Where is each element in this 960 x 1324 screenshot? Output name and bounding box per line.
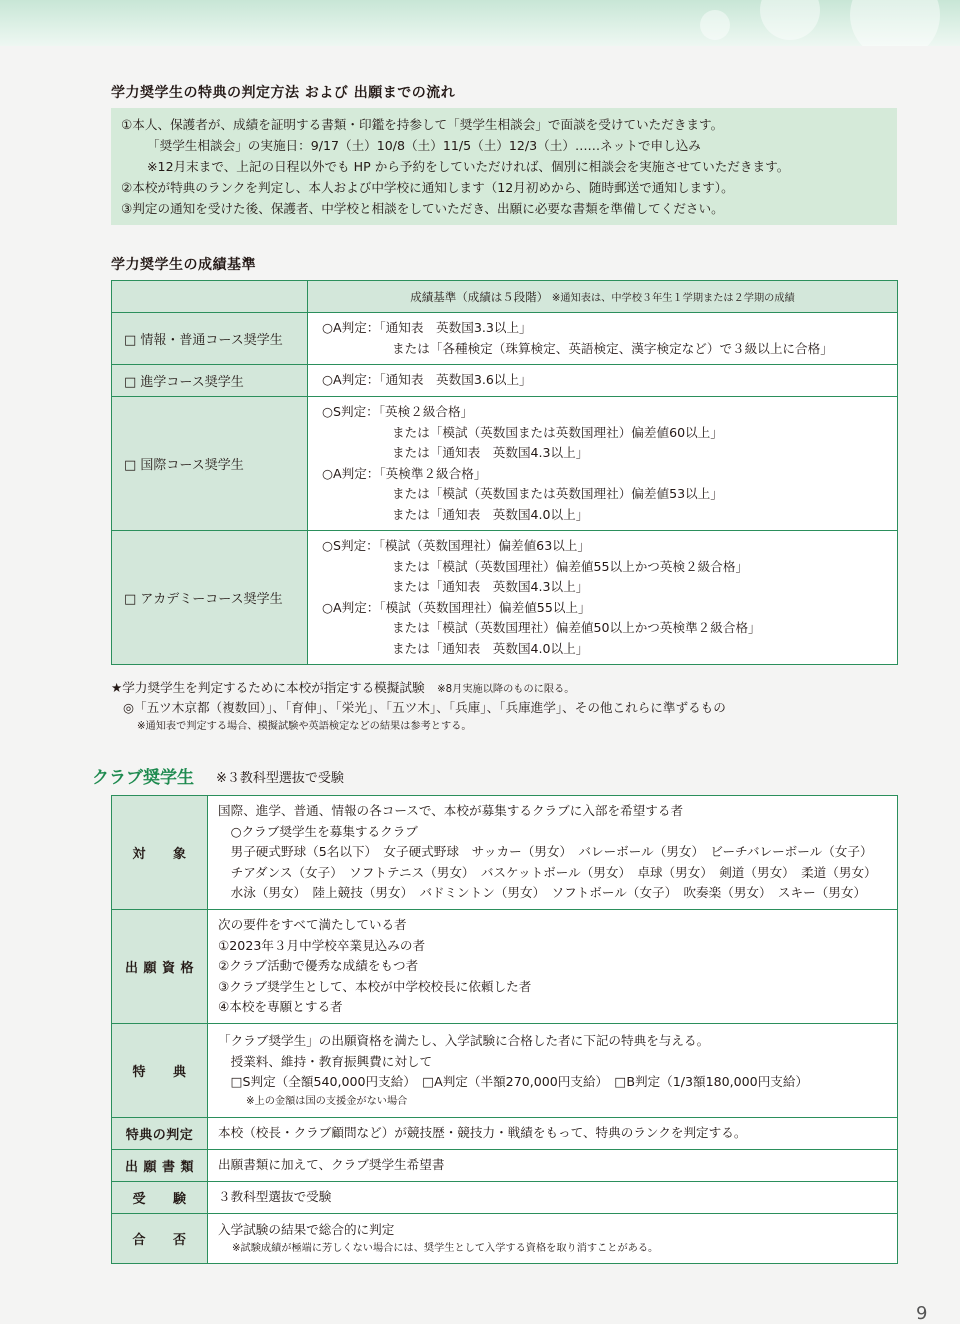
club-label: 受 験	[112, 1182, 208, 1214]
club-line: 入学試験の結果で総合的に判定	[218, 1221, 395, 1237]
club-label: 対 象	[112, 796, 208, 910]
club-label: 特典の判定	[112, 1118, 208, 1150]
criteria-line: または「通知表 英数国4.3以上」	[392, 579, 589, 594]
criteria-line: または「各種検定（珠算検定、英語検定、漢字検定など）で３級以上に合格」	[392, 340, 833, 356]
flow-line: ②本校が特典のランクを判定し、本人および中学校に通知します（12月初めから、随時郵送で通知します）。	[121, 180, 734, 195]
criteria-label: □ 進学コース奨学生	[112, 365, 308, 397]
club-line: 本校（校長・クラブ顧問など）が競技歴・競技力・戦績をもって、特典のランクを判定する。	[218, 1125, 747, 1141]
club-cell	[208, 1182, 898, 1214]
club-line: 国際、進学、普通、情報の各コースで、本校が募集するクラブに入部を希望する者	[218, 803, 684, 819]
criteria-line: ○S判定：「英検２級合格」	[322, 404, 474, 419]
club-line: 次の要件をすべて満たしている者	[218, 917, 407, 933]
criteria-header	[308, 281, 898, 313]
criteria-label: □ 情報・普通コース奨学生	[112, 313, 308, 365]
club-cell	[208, 1150, 898, 1182]
club-label: 出 願 資 格	[112, 910, 208, 1024]
note-line: ※通知表で判定する場合、模擬試験や英語検定などの結果は参考とする。	[137, 721, 472, 732]
club-line: 「クラブ奨学生」の出願資格を満たし、入学試験に合格した者に下記の特典を与える。	[218, 1033, 710, 1049]
note-line: ◎「五ツ木京都（複数回）」、「育伸」、「栄光」、「五ツ木」、「兵庫」、「兵庫進学」、その他これらに準ずるもの	[123, 700, 726, 715]
header-band	[0, 0, 960, 46]
criteria-cell	[308, 365, 898, 397]
page-number: 9	[916, 1303, 928, 1324]
criteria-line: ○A判定：「通知表 英数国3.6以上」	[322, 372, 532, 388]
criteria-cell	[308, 397, 898, 531]
club-line: ②クラブ活動で優秀な成績をもつ者	[218, 958, 419, 974]
club-line: ④本校を専願とする者	[218, 999, 343, 1015]
criteria-line: または「通知表 英数国4.0以上」	[392, 506, 589, 522]
criteria-header-text: 成績基準（成績は５段階）	[410, 289, 549, 304]
club-line: チアダンス（女子） ソフトテニス（男女） バスケットボール（男女） 卓球（男女） 剣道（男女） 柔道（男女）	[218, 864, 877, 880]
criteria-line: または「模試（英数国または英数国理社）偏差値60以上」	[392, 424, 723, 440]
note-main: ★学力奨学生を判定するために本校が指定する模擬試験	[111, 680, 425, 695]
club-cell	[208, 796, 898, 910]
club-line: □S判定（全額540,000円支給） □A判定（半額270,000円支給） □B判定（1/3額180,000円支給）	[218, 1074, 809, 1090]
club-cell	[208, 1118, 898, 1150]
criteria-line: ○A判定：「英検準２級合格」	[322, 465, 487, 481]
criteria-line: または「通知表 英数国4.0以上」	[392, 640, 589, 656]
club-line: 出願書類に加えて、クラブ奨学生希望書	[218, 1157, 445, 1173]
flow-line: 「奨学生相談会」の実施日：9/17（土）10/8（土）11/5（土）12/3（土）……ネットで申し込み	[147, 138, 701, 153]
criteria-line: ○A判定：「模試（英数国理社）偏差値55以上」	[322, 599, 591, 615]
club-line: 水泳（男女） 陸上競技（男女） バドミントン（男女） ソフトボール（女子） 吹奏楽（男女） スキー（男女）	[218, 885, 867, 901]
criteria-corner	[112, 281, 308, 313]
criteria-line: または「模試（英数国または英数国理社）偏差値53以上」	[392, 486, 723, 501]
decor-bubble	[760, 0, 820, 40]
criteria-label: □ 国際コース奨学生	[112, 397, 308, 531]
criteria-table	[111, 280, 898, 665]
club-label: 特 典	[112, 1024, 208, 1118]
club-label: 出 願 書 類	[112, 1150, 208, 1182]
club-label: 合 否	[112, 1214, 208, 1264]
club-title: クラブ奨学生	[92, 768, 194, 788]
criteria-label: □ アカデミーコース奨学生	[112, 531, 308, 665]
club-cell	[208, 1024, 898, 1118]
club-small: ※上の金額は国の支援金がない場合	[246, 1095, 408, 1107]
club-cell	[208, 910, 898, 1024]
club-line: 男子硬式野球（5名以下） 女子硬式野球 サッカー（男女） バレーボール（男女） ビーチバレーボール（女子）	[218, 844, 873, 860]
decor-bubble	[700, 10, 730, 40]
flow-line: ③判定の通知を受けた後、保護者、中学校と相談をしていただき、出願に必要な書類を準備してください。	[121, 201, 724, 216]
club-line: ○クラブ奨学生を募集するクラブ	[218, 823, 418, 839]
club-note: ※３教科型選抜で受験	[216, 771, 344, 786]
criteria-line: または「通知表 英数国4.3以上」	[392, 445, 589, 460]
criteria-line: または「模試（英数国理社）偏差値50以上かつ英検準２級合格」	[392, 620, 761, 635]
flow-title: 学力奨学生の特典の判定方法 および 出願までの流れ	[111, 85, 456, 101]
flow-box	[111, 108, 897, 225]
club-cell	[208, 1214, 898, 1264]
club-small: ※試験成績が極端に芳しくない場合には、奨学生として入学する資格を取り消すことがある。	[232, 1243, 659, 1255]
criteria-line: ○S判定：「模試（英数国理社）偏差値63以上」	[322, 538, 590, 553]
flow-line: ※12月末まで、上記の日程以外でも HP から予約をしていただければ、個別に相談会を実施させていただきます。	[147, 159, 790, 174]
criteria-cell	[308, 313, 898, 365]
club-line: ③クラブ奨学生として、本校が中学校校長に依頼した者	[218, 978, 532, 994]
club-line: ①2023年３月中学校卒業見込みの者	[218, 937, 426, 953]
exam-notes	[111, 678, 726, 735]
criteria-line: または「模試（英数国理社）偏差値55以上かつ英検２級合格」	[392, 558, 749, 574]
decor-bubble	[850, 0, 940, 46]
club-line: ３教科型選抜で受験	[218, 1189, 332, 1205]
criteria-header-note: ※通知表は、中学校３年生１学期または２学期の成績	[551, 292, 795, 304]
criteria-line: ○A判定：「通知表 英数国3.3以上」	[322, 320, 532, 335]
flow-line: ①本人、保護者が、成績を証明する書類・印鑑を持参して「奨学生相談会」で面談を受けていただきます。	[121, 117, 724, 132]
club-line: 授業料、維持・教育振興費に対して	[218, 1053, 433, 1069]
criteria-title: 学力奨学生の成績基準	[111, 257, 256, 273]
club-table	[111, 795, 898, 1264]
note-line	[111, 678, 726, 697]
criteria-cell	[308, 531, 898, 665]
note-small: ※8月実施以降のものに限る。	[437, 684, 575, 695]
